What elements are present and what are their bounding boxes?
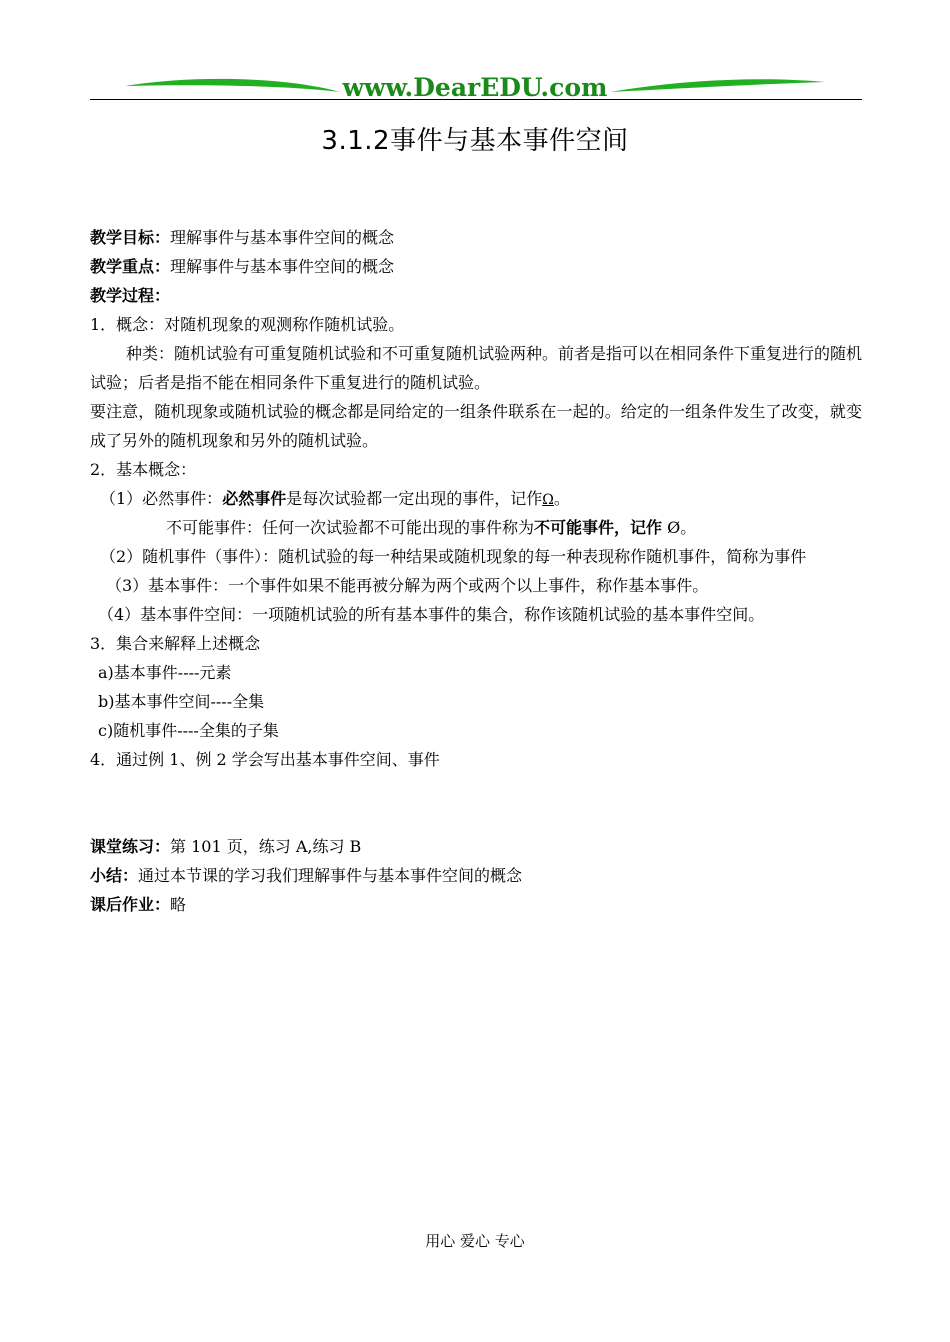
paragraph-set-explanation: 3．集合来解释上述概念 [90,634,261,653]
concept-term: 随机试验 [324,315,389,334]
logo-text: www.DearEDU.com [342,73,608,102]
paragraph-note: 要注意，随机现象或随机试验的概念都是同给定的一组条件联系在一起的。给定的一组条件发生了改变，就变成了另外的随机现象和另外的随机试验。 [90,402,862,450]
basic-event-text: （3）基本事件：一个事件如果不能再被分解为两个或两个以上事件，称作 [106,576,629,595]
item-sample-space [90,600,862,629]
document-body [90,223,862,919]
item-basic-event [90,571,862,600]
paragraph-concept [90,310,862,339]
goal-label: 教学目标： [90,228,171,247]
impossible-text: 不可能事件：任何一次试验都不可能出现的事件称为 [166,518,535,537]
page-header [0,0,950,110]
omega-symbol: Ω [542,492,554,508]
dearedu-logo [0,0,950,110]
goal-text: 理解事件与基本事件空间的概念 [170,228,395,247]
certain-term: 必然事件 [222,489,287,508]
list-item-a: a)基本事件----元素 [98,663,232,682]
random-text: （2）随机事件（事件）：随机试验的每一种结果或随机现象的每一种表现称作 [100,547,647,566]
basic-event-end: 。 [692,576,709,595]
impossible-term: 不可能事件，记作 [534,518,663,537]
spacer [90,774,862,832]
list-item-c: c)随机事件----全集的子集 [98,721,279,740]
item-certain-event [90,484,862,513]
random-text-2: ，简称为 [710,547,775,566]
homework-text: 略 [170,895,187,914]
basic-event-term: 基本事件 [628,576,693,595]
practice-label: 课堂练习： [90,837,171,856]
certain-end: 。 [553,489,570,508]
teaching-process [90,281,862,310]
sample-space-term: 基本事件空间 [652,605,749,624]
page-title: 3.1.2事件与基本事件空间 [321,126,629,156]
header-rule [90,99,862,100]
process-label: 教学过程： [90,286,171,305]
sample-space-end: 。 [748,605,765,624]
page-footer: 用心 爱心 专心 [425,1232,525,1250]
concept-text: 1．概念：对随机现象的观测称作 [90,315,325,334]
event-term: 事件 [774,547,807,566]
paragraph-types: 种类：随机试验有可重复随机试验和不可重复随机试验两种。前者是指可以在相同条件下重复进行的随机试验；后者是指不能在相同条件下重复进行的随机试验。 [90,344,863,392]
certain-text: 是每次试验都一定出现的事件，记作 [286,489,543,508]
focus-label: 教学重点： [90,257,171,276]
summary-text: 通过本节课的学习我们理解事件与基本事件空间的概念 [138,866,523,885]
paragraph-examples: 4．通过例 1、例 2 学会写出基本事件空间、事件 [90,750,440,769]
empty-set-symbol: Ø。 [662,518,697,537]
concept-end: 。 [388,315,405,334]
summary [90,861,862,890]
list-item-b: b)基本事件空间----全集 [98,692,265,711]
homework-label: 课后作业： [90,895,171,914]
summary-label: 小结： [90,866,139,885]
right-swoosh [610,79,825,92]
sample-space-text: （4）基本事件空间：一项随机试验的所有基本事件的集合，称作该随机试验的 [98,605,653,624]
teaching-focus [90,252,862,281]
item-random-event [90,542,862,571]
left-swoosh [125,79,340,92]
paragraph-basic-concepts: 2．基本概念： [90,460,197,479]
classroom-practice [90,832,862,861]
item-impossible-event [90,513,862,542]
random-term: 随机事件 [646,547,711,566]
focus-text: 理解事件与基本事件空间的概念 [170,257,395,276]
certain-label: （1）必然事件： [100,489,223,508]
practice-text: 第 101 页，练习 A,练习 B [170,837,362,856]
homework [90,890,862,919]
teaching-goal [90,223,862,252]
